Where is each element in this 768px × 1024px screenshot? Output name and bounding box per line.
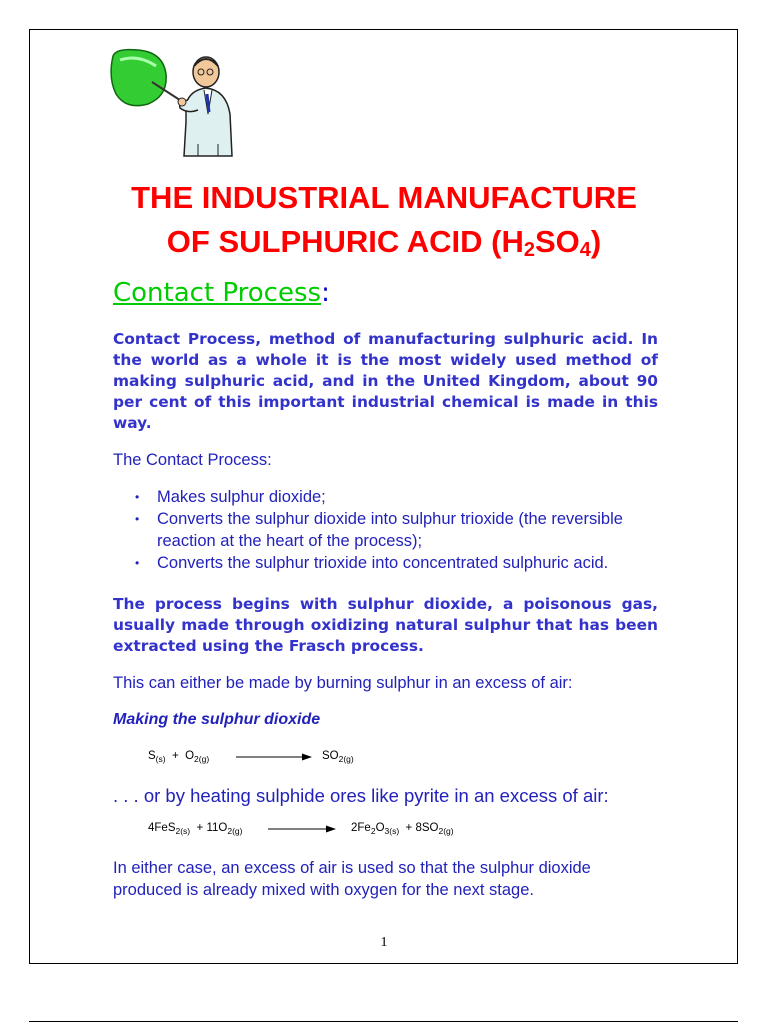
process-begins-paragraph: The process begins with sulphur dioxide, a poisonous gas, usually made through oxidizing natural sulphur that has been extracted using the Frasch process. xyxy=(113,595,658,655)
subheading-making-sulphur-dioxide: Making the sulphur dioxide xyxy=(113,711,321,728)
intro-paragraph: Contact Process, method of manufacturing sulphuric acid. In the world as a whole it is the most widely used method of making sulphuric acid, and in the United Kingdom, about 90 per cent of this important industrial chemical is made in this way. xyxy=(113,330,658,432)
section-heading: Contact Process: xyxy=(113,278,330,308)
list-item: • Makes sulphur dioxide; xyxy=(135,486,665,508)
burning-sulphur-text: This can either be made by burning sulphur in an excess of air: xyxy=(113,674,573,692)
list-item: • Converts the sulphur trioxide into concentrated sulphuric acid. xyxy=(135,552,665,574)
conclusion-paragraph: In either case, an excess of air is used so that the sulphur dioxide produced is already mixed with oxygen for the next stage. xyxy=(113,859,591,899)
process-steps-list xyxy=(135,486,665,574)
equation-2-products: $2Fe_2O_{3(s)} + 8SO_{2(g)}$ xyxy=(351,822,454,836)
process-intro: The Contact Process: xyxy=(113,451,272,469)
equation-1-reactants: $S_{(s)} + O_{2(g)}$ xyxy=(148,750,210,764)
equation-2-reactants: $4FeS_{2(s)} + 11O_{2(g)}$ xyxy=(148,822,243,836)
title-line-2: OF SULPHURIC ACID $(H_2SO_4)$ xyxy=(166,224,602,261)
bottom-rule xyxy=(29,1021,738,1022)
teacher-pointing-icon xyxy=(108,44,236,162)
page-title xyxy=(60,176,708,264)
reaction-arrow-icon xyxy=(236,752,312,762)
equation-1-product: $SO_{2(g)}$ xyxy=(322,750,354,764)
reaction-arrow-icon xyxy=(268,824,336,834)
list-item: • Converts the sulphur dioxide into sulphur trioxide (the reversible reaction at the heart of the process); xyxy=(135,508,665,552)
page-number: 1 xyxy=(380,935,388,950)
title-line-1: THE INDUSTRIAL MANUFACTURE xyxy=(131,180,637,215)
pyrite-text: . . . or by heating sulphide ores like pyrite in an excess of air: xyxy=(113,785,609,806)
